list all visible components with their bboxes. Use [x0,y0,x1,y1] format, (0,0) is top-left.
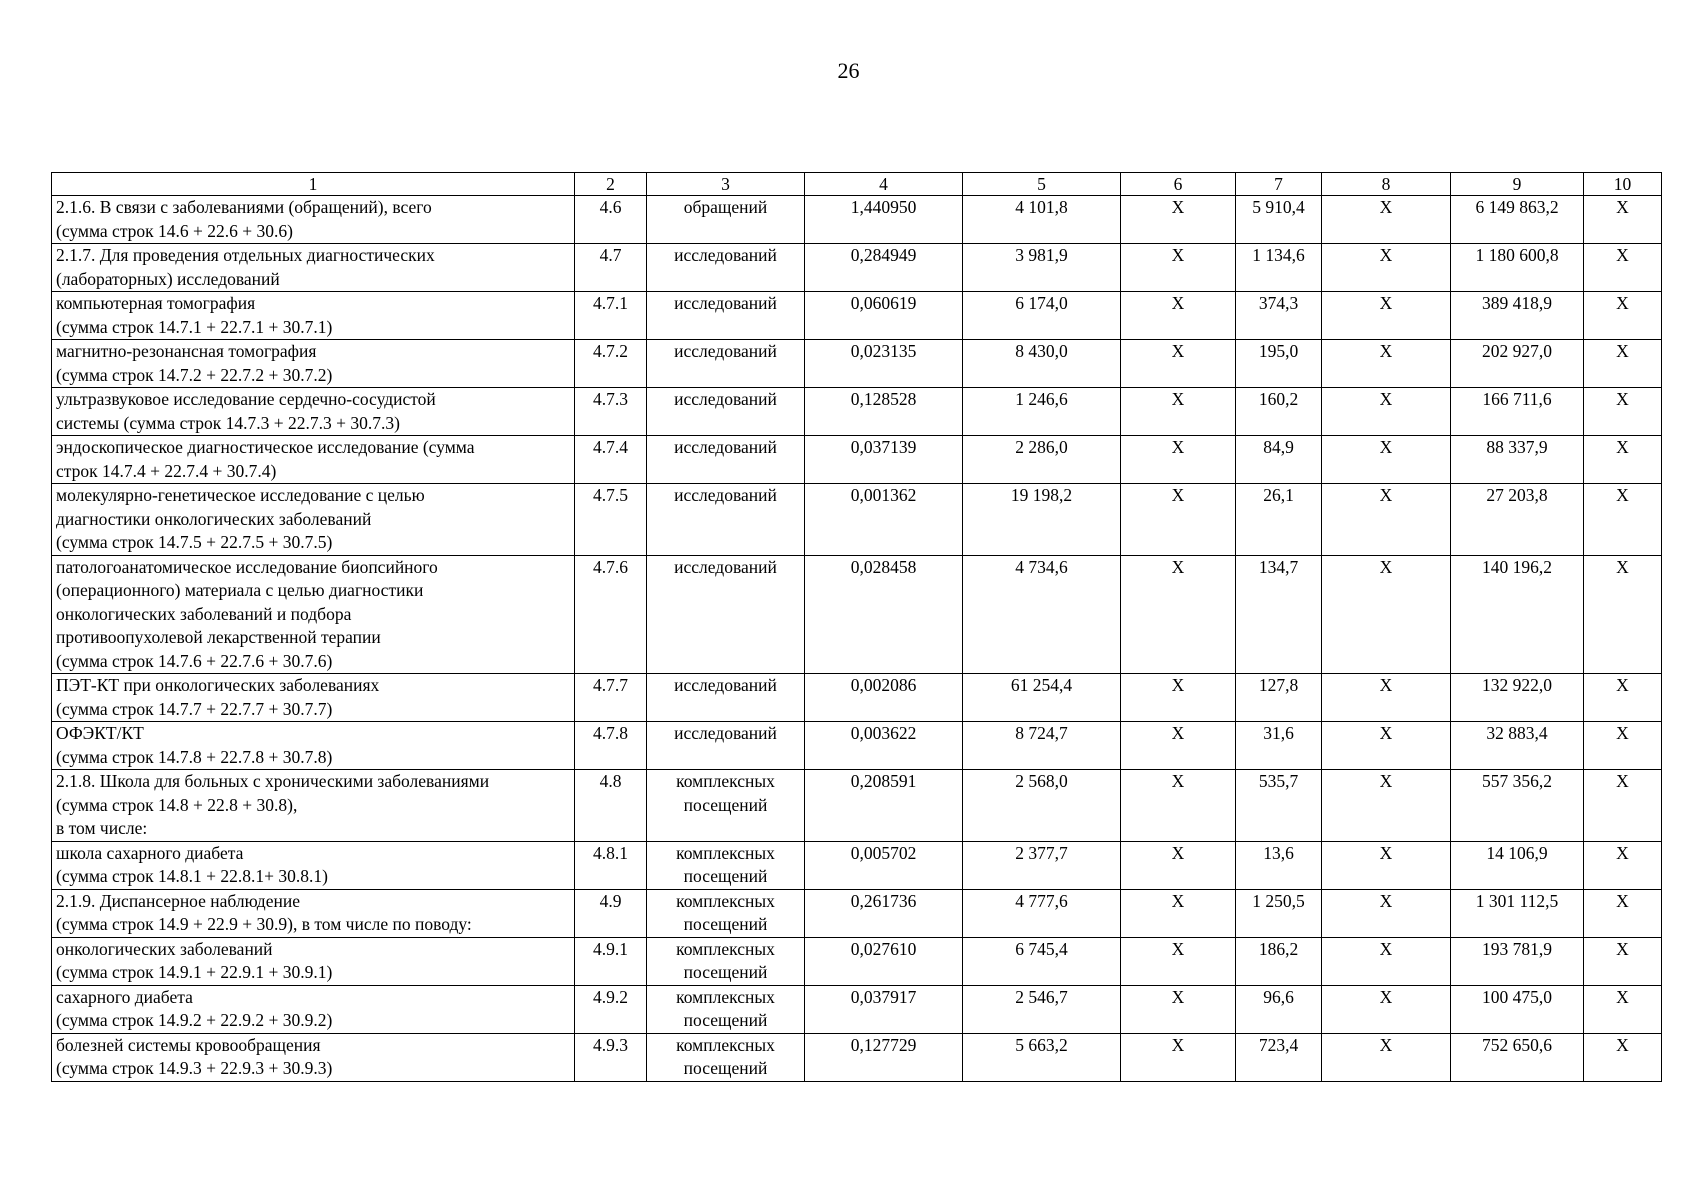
row-name [52,292,575,340]
unit-cell: исследований [647,436,805,484]
row-name-line: (сумма строк 14.9 + 22.9 + 30.9), в том числе по поводу: [56,914,472,934]
row-name [52,985,575,1033]
value-col-6: X [1121,985,1236,1033]
row-name [52,388,575,436]
table-row [52,889,1662,937]
value-col-6: X [1121,937,1236,985]
row-name-line: (сумма строк 14.7.8 + 22.7.8 + 30.7.8) [56,746,333,767]
value-col-7: 26,1 [1236,484,1322,556]
unit-cell: комплексных посещений [647,1033,805,1081]
table-row [52,388,1662,436]
table-row [52,244,1662,292]
value-col-4: 0,037139 [805,436,963,484]
value-col-6: X [1121,292,1236,340]
value-col-6: X [1121,555,1236,674]
header-row [52,173,1662,196]
value-col-8: X [1322,555,1451,674]
value-col-8: X [1322,889,1451,937]
unit-cell: обращений [647,196,805,244]
table-row [52,770,1662,842]
value-col-9: 14 106,9 [1451,841,1584,889]
value-col-9: 132 922,0 [1451,674,1584,722]
value-col-4: 0,003622 [805,722,963,770]
unit-cell: комплексных посещений [647,841,805,889]
column-header-8: 8 [1322,173,1451,196]
value-col-7: 5 910,4 [1236,196,1322,244]
value-col-4: 0,127729 [805,1033,963,1081]
row-name [52,484,575,556]
row-name [52,674,575,722]
row-name [52,340,575,388]
value-col-9: 88 337,9 [1451,436,1584,484]
value-col-6: X [1121,340,1236,388]
row-code: 4.9.1 [575,937,647,985]
value-col-8: X [1322,985,1451,1033]
value-col-9: 389 418,9 [1451,292,1584,340]
value-col-7: 186,2 [1236,937,1322,985]
row-name-line: 2.1.6. В связи с заболеваниями (обращений), всего [56,197,432,217]
row-name [52,889,575,937]
value-col-4: 1,440950 [805,196,963,244]
value-col-9: 557 356,2 [1451,770,1584,842]
row-name-line: противоопухолевой лекарственной терапии [56,627,381,647]
table-body [52,196,1662,1082]
value-col-6: X [1121,484,1236,556]
row-code: 4.7.4 [575,436,647,484]
row-name-line: патологоанатомическое исследование биопсийного [56,556,438,577]
row-name-line: (лабораторных) исследований [56,268,280,289]
value-col-5: 2 568,0 [963,770,1121,842]
row-name-line: ПЭТ-КТ при онкологических заболеваниях [56,675,380,695]
value-col-5: 6 745,4 [963,937,1121,985]
value-col-9: 1 180 600,8 [1451,244,1584,292]
value-col-8: X [1322,1033,1451,1081]
row-code: 4.9.3 [575,1033,647,1081]
unit-cell: исследований [647,484,805,556]
unit-cell: комплексных посещений [647,770,805,842]
table-row [52,555,1662,674]
row-name-line: эндоскопическое диагностическое исследование (сумма [56,437,475,457]
row-name-line: ультразвуковое исследование сердечно-сосудистой [56,389,436,409]
row-name [52,770,575,842]
unit-cell: комплексных посещений [647,937,805,985]
row-code: 4.7.5 [575,484,647,556]
value-col-7: 96,6 [1236,985,1322,1033]
row-code: 4.9.2 [575,985,647,1033]
value-col-10: X [1584,722,1662,770]
value-col-9: 32 883,4 [1451,722,1584,770]
value-col-5: 2 286,0 [963,436,1121,484]
value-col-10: X [1584,292,1662,340]
value-col-4: 0,128528 [805,388,963,436]
value-col-5: 1 246,6 [963,388,1121,436]
row-code: 4.7.8 [575,722,647,770]
row-code: 4.9 [575,889,647,937]
value-col-5: 8 724,7 [963,722,1121,770]
table-row [52,292,1662,340]
value-col-10: X [1584,937,1662,985]
value-col-10: X [1584,674,1662,722]
value-col-5: 2 377,7 [963,841,1121,889]
table-row [52,484,1662,556]
row-code: 4.7.6 [575,555,647,674]
row-name-line: сахарного диабета [56,986,193,1007]
page-number: 26 [837,58,860,83]
value-col-4: 0,001362 [805,484,963,556]
row-name-line: болезней системы кровообращения [56,1034,321,1055]
row-name-line: системы (сумма строк 14.7.3 + 22.7.3 + 30.7.3) [56,412,400,433]
value-col-8: X [1322,722,1451,770]
value-col-9: 166 711,6 [1451,388,1584,436]
value-col-9: 202 927,0 [1451,340,1584,388]
column-header-10: 10 [1584,173,1662,196]
value-col-7: 535,7 [1236,770,1322,842]
table-row [52,674,1662,722]
value-col-6: X [1121,889,1236,937]
row-name-line: школа сахарного диабета [56,842,244,863]
row-name-line: (сумма строк 14.7.1 + 22.7.1 + 30.7.1) [56,316,333,337]
value-col-10: X [1584,244,1662,292]
unit-cell: исследований [647,292,805,340]
table-row [52,841,1662,889]
unit-cell: комплексных посещений [647,985,805,1033]
value-col-8: X [1322,436,1451,484]
row-code: 4.7.1 [575,292,647,340]
value-col-7: 160,2 [1236,388,1322,436]
row-name-line: строк 14.7.4 + 22.7.4 + 30.7.4) [56,460,277,481]
column-header-1: 1 [52,173,575,196]
value-col-10: X [1584,770,1662,842]
value-col-10: X [1584,340,1662,388]
value-col-6: X [1121,770,1236,842]
value-col-7: 374,3 [1236,292,1322,340]
row-name [52,841,575,889]
value-col-5: 8 430,0 [963,340,1121,388]
value-col-5: 19 198,2 [963,484,1121,556]
row-name-line: молекулярно-генетическое исследование с целью [56,485,425,505]
value-col-8: X [1322,674,1451,722]
value-col-10: X [1584,841,1662,889]
value-col-10: X [1584,555,1662,674]
value-col-9: 193 781,9 [1451,937,1584,985]
value-col-5: 3 981,9 [963,244,1121,292]
value-col-8: X [1322,340,1451,388]
row-name-line: 2.1.9. Диспансерное наблюдение [56,890,300,911]
value-col-7: 1 134,6 [1236,244,1322,292]
row-name-line: диагностики онкологических заболеваний [56,508,372,529]
row-name [52,1033,575,1081]
value-col-5: 4 777,6 [963,889,1121,937]
value-col-10: X [1584,388,1662,436]
unit-cell: исследований [647,388,805,436]
row-name-line: (сумма строк 14.8 + 22.8 + 30.8), [56,794,298,815]
row-code: 4.7 [575,244,647,292]
row-name-line: ОФЭКТ/КТ [56,723,144,743]
unit-cell: комплексных посещений [647,889,805,937]
value-col-6: X [1121,722,1236,770]
value-col-5: 5 663,2 [963,1033,1121,1081]
value-col-6: X [1121,1033,1236,1081]
table-row [52,985,1662,1033]
value-col-7: 13,6 [1236,841,1322,889]
column-header-2: 2 [575,173,647,196]
row-name-line: (сумма строк 14.7.5 + 22.7.5 + 30.7.5) [56,532,333,552]
value-col-9: 1 301 112,5 [1451,889,1584,937]
column-header-7: 7 [1236,173,1322,196]
row-code: 4.7.2 [575,340,647,388]
unit-cell: исследований [647,555,805,674]
value-col-8: X [1322,484,1451,556]
row-name-line: (сумма строк 14.7.2 + 22.7.2 + 30.7.2) [56,364,333,385]
value-col-10: X [1584,436,1662,484]
value-col-7: 723,4 [1236,1033,1322,1081]
row-name-line: компьютерная томография [56,293,256,313]
value-col-10: X [1584,484,1662,556]
value-col-6: X [1121,244,1236,292]
value-col-8: X [1322,937,1451,985]
value-col-5: 6 174,0 [963,292,1121,340]
table-row [52,937,1662,985]
column-header-3: 3 [647,173,805,196]
row-code: 4.7.3 [575,388,647,436]
value-col-7: 134,7 [1236,555,1322,674]
column-header-6: 6 [1121,173,1236,196]
row-name-line: 2.1.8. Школа для больных с хроническими заболеваниями [56,771,490,791]
value-col-5: 61 254,4 [963,674,1121,722]
row-code: 4.6 [575,196,647,244]
value-col-6: X [1121,196,1236,244]
value-col-9: 140 196,2 [1451,555,1584,674]
data-table [51,172,1662,1082]
column-header-9: 9 [1451,173,1584,196]
row-name-line: (операционного) материала с целью диагностики [56,580,424,600]
value-col-8: X [1322,244,1451,292]
value-col-4: 0,261736 [805,889,963,937]
value-col-4: 0,208591 [805,770,963,842]
value-col-10: X [1584,196,1662,244]
row-name [52,937,575,985]
unit-cell: исследований [647,340,805,388]
table-row [52,1033,1662,1081]
value-col-6: X [1121,436,1236,484]
table-row [52,340,1662,388]
value-col-10: X [1584,1033,1662,1081]
table-row [52,196,1662,244]
value-col-9: 100 475,0 [1451,985,1584,1033]
value-col-4: 0,005702 [805,841,963,889]
value-col-6: X [1121,841,1236,889]
row-name-line: (сумма строк 14.9.3 + 22.9.3 + 30.9.3) [56,1058,333,1078]
value-col-8: X [1322,388,1451,436]
row-name-line: в том числе: [56,818,148,838]
value-col-5: 2 546,7 [963,985,1121,1033]
value-col-6: X [1121,674,1236,722]
row-name-line: (сумма строк 14.7.6 + 22.7.6 + 30.7.6) [56,650,333,671]
row-name [52,196,575,244]
value-col-10: X [1584,889,1662,937]
value-col-9: 752 650,6 [1451,1033,1584,1081]
row-name [52,555,575,674]
row-name-line: (сумма строк 14.9.1 + 22.9.1 + 30.9.1) [56,962,333,982]
value-col-8: X [1322,196,1451,244]
value-col-5: 4 101,8 [963,196,1121,244]
row-name-line: (сумма строк 14.6 + 22.6 + 30.6) [56,220,294,241]
value-col-4: 0,037917 [805,985,963,1033]
value-col-7: 195,0 [1236,340,1322,388]
table-row [52,722,1662,770]
value-col-7: 31,6 [1236,722,1322,770]
row-code: 4.8 [575,770,647,842]
row-code: 4.7.7 [575,674,647,722]
row-name-line: 2.1.7. Для проведения отдельных диагностических [56,245,435,265]
value-col-10: X [1584,985,1662,1033]
row-name [52,722,575,770]
value-col-4: 0,028458 [805,555,963,674]
value-col-4: 0,023135 [805,340,963,388]
value-col-8: X [1322,841,1451,889]
value-col-4: 0,060619 [805,292,963,340]
unit-cell: исследований [647,722,805,770]
table-row [52,436,1662,484]
row-code: 4.8.1 [575,841,647,889]
column-header-4: 4 [805,173,963,196]
value-col-8: X [1322,292,1451,340]
value-col-9: 27 203,8 [1451,484,1584,556]
unit-cell: исследований [647,244,805,292]
row-name-line: онкологических заболеваний и подбора [56,603,352,624]
value-col-7: 84,9 [1236,436,1322,484]
value-col-4: 0,027610 [805,937,963,985]
value-col-4: 0,002086 [805,674,963,722]
value-col-9: 6 149 863,2 [1451,196,1584,244]
row-name-line: (сумма строк 14.8.1 + 22.8.1+ 30.8.1) [56,866,329,886]
value-col-5: 4 734,6 [963,555,1121,674]
column-header-5: 5 [963,173,1121,196]
row-name [52,436,575,484]
value-col-6: X [1121,388,1236,436]
row-name-line: магнитно-резонансная томография [56,341,317,361]
value-col-7: 127,8 [1236,674,1322,722]
value-col-7: 1 250,5 [1236,889,1322,937]
row-name-line: (сумма строк 14.9.2 + 22.9.2 + 30.9.2) [56,1010,333,1030]
unit-cell: исследований [647,674,805,722]
value-col-8: X [1322,770,1451,842]
value-col-4: 0,284949 [805,244,963,292]
row-name [52,244,575,292]
row-name-line: (сумма строк 14.7.7 + 22.7.7 + 30.7.7) [56,698,333,719]
row-name-line: онкологических заболеваний [56,938,273,959]
